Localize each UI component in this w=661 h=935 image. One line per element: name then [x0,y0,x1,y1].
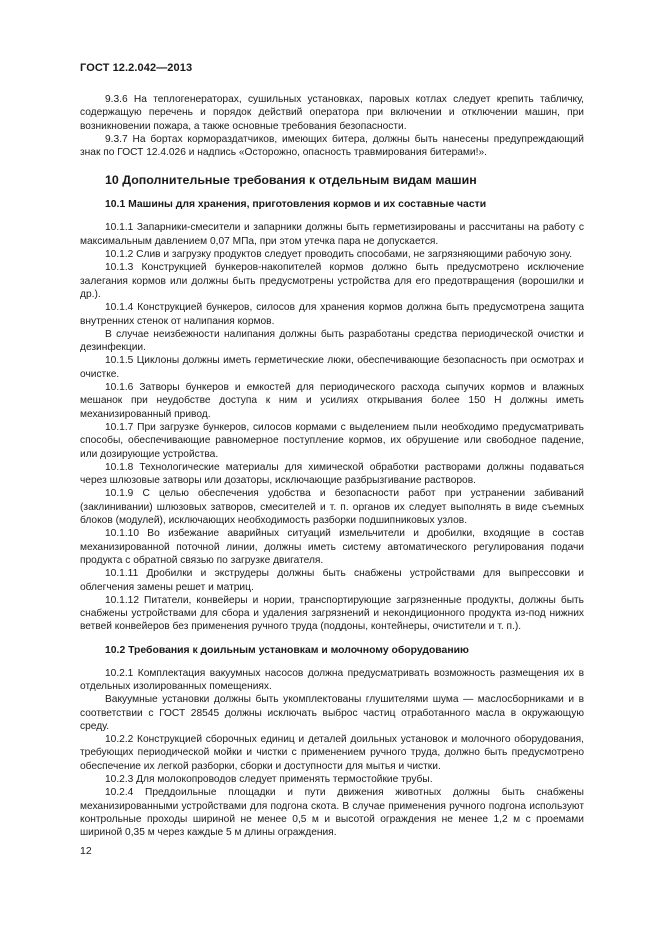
document-header: ГОСТ 12.2.042—2013 [80,62,193,74]
document-body [80,93,584,840]
subsection-10-1-heading: 10.1 Машины для хранения, приготовления кормов и их составные части [105,199,487,211]
page-number: 12 [80,845,92,857]
paragraph-10-1-4-cont: В случае неизбежности налипания должны быть разработаны средства периодической очистки и дезинфекции. [80,328,584,354]
paragraph-10-1-5: 10.1.5 Циклоны должны иметь герметические люки, обеспечивающие безопасность при осмотрах и очистке. [80,355,584,380]
paragraph-10-1-10: 10.1.10 Во избежание аварийных ситуаций измельчители и дробилки, входящие в состав механизированной поточной линии, должны иметь систему автоматического регулирования подачи продукта с обратной связью по загрузке двигателя. [80,528,584,566]
paragraph-10-2-4: 10.2.4 Преддоильные площадки и пути движения животных должны быть снабжены механизированными устройствами для подгона скота. В случае применения ручного подгона используют контрольные проходы шириной не менее 0,5 м и высотой ограждения не менее 1,2 м с проемами шириной 0,35 м через каждые 5 м длины ограждения. [80,787,584,839]
section-10-heading: 10 Дополнительные требования к отдельным видам машин [105,173,477,188]
paragraph-10-1-7: 10.1.7 При загрузке бункеров, силосов кормами с выделением пыли необходимо предусматривать способы, обеспечивающие равномерное поступление кормов, их обрушение или свободное падение, или дозирующие устройства. [80,421,584,460]
paragraph-10-1-2: 10.1.2 Слив и загрузку продуктов следует проводить способами, не загрязняющими рабочую зону. [105,249,573,261]
paragraph-10-1-1: 10.1.1 Запарники-смесители и запарники должны быть герметизированы и рассчитаны на работу с максимальным давлением 0,07 МПа, при этом утечка пара не допускается. [80,222,584,247]
paragraph-10-1-11: 10.1.11 Дробилки и экструдеры должны быть снабжены устройствами для выпрессовки и облегчения замены решет и матриц. [80,568,584,593]
paragraph-9-3-7: 9.3.7 На бортах кормораздатчиков, имеющих битера, должны быть нанесены предупреждающий знак по ГОСТ 12.4.026 и надпись «Осторожно, опасность травмирования битерами!». [80,133,584,159]
paragraph-10-1-6: 10.1.6 Затворы бункеров и емкостей для периодического расхода сыпучих кормов и влажных мешанок при неудобстве доступа к ним и усилиях открывания более 150 Н должны иметь механизированный привод. [80,382,584,420]
subsection-10-2-heading: 10.2 Требования к доильным установкам и молочному оборудованию [105,644,469,656]
paragraph-10-1-3: 10.1.3 Конструкцией бункеров-накопителей кормов должно быть предусмотрено исключение залегания кормов или должны быть предусмотрены устройства для его предотвращения (ворошилки и др.). [80,262,584,300]
paragraph-10-1-4: 10.1.4 Конструкцией бункеров, силосов для хранения кормов должна быть предусмотрена защита внутренних стенок от налипания кормов. [80,302,584,327]
paragraph-10-2-1: 10.2.1 Комплектация вакуумных насосов должна предусматривать возможность размещения их в отдельных изолированных помещениях. [80,667,584,692]
paragraph-10-1-8: 10.1.8 Технологические материалы для химической обработки растворами должны подаваться через шлюзовые затворы или дозаторы, исключающие разбрызгивание растворов. [80,461,584,487]
paragraph-10-2-3: 10.2.3 Для молокопроводов следует применять термостойкие трубы. [105,774,433,786]
paragraph-10-1-9: 10.1.9 С целью обеспечения удобства и безопасности работ при устранении забиваний (заклинивании) шлюзовых затворов, смесителей и т. п. органов их следует выполнять в виде съемных блоков (модулей), исключающих необходимость разборки подшипниковых узлов. [80,488,584,527]
paragraph-10-1-12: 10.1.12 Питатели, конвейеры и нории, транспортирующие загрязненные продукты, должны быть снабжены устройствами для сбора и удаления загрязнений и некондиционного продукта из-под нижних ветвей конвейеров без применения ручного труда (поддоны, контейнеры, очистители и т. п.). [80,594,584,633]
paragraph-9-3-6: 9.3.6 На теплогенераторах, сушильных установках, паровых котлах следует крепить табличку, содержащую перечень и порядок действий оператора при включении и отключении машин, при возникновении пожара, а также основные требования безопасности. [80,94,584,132]
paragraph-10-2-1-cont: Вакуумные установки должны быть укомплектованы глушителями шума — маслосборниками и в соответствии с ГОСТ 28545 должны исключать выброс частиц отработанного масла в окружающую среду. [80,694,584,732]
paragraph-10-2-2: 10.2.2 Конструкцией сборочных единиц и деталей доильных установок и молочного оборудования, требующих периодической мойки и чистки с применением ручного труда, должно быть предусмотрено обеспечение их легкой разборки, сборки и доступности для мытья и чистки. [80,734,584,772]
